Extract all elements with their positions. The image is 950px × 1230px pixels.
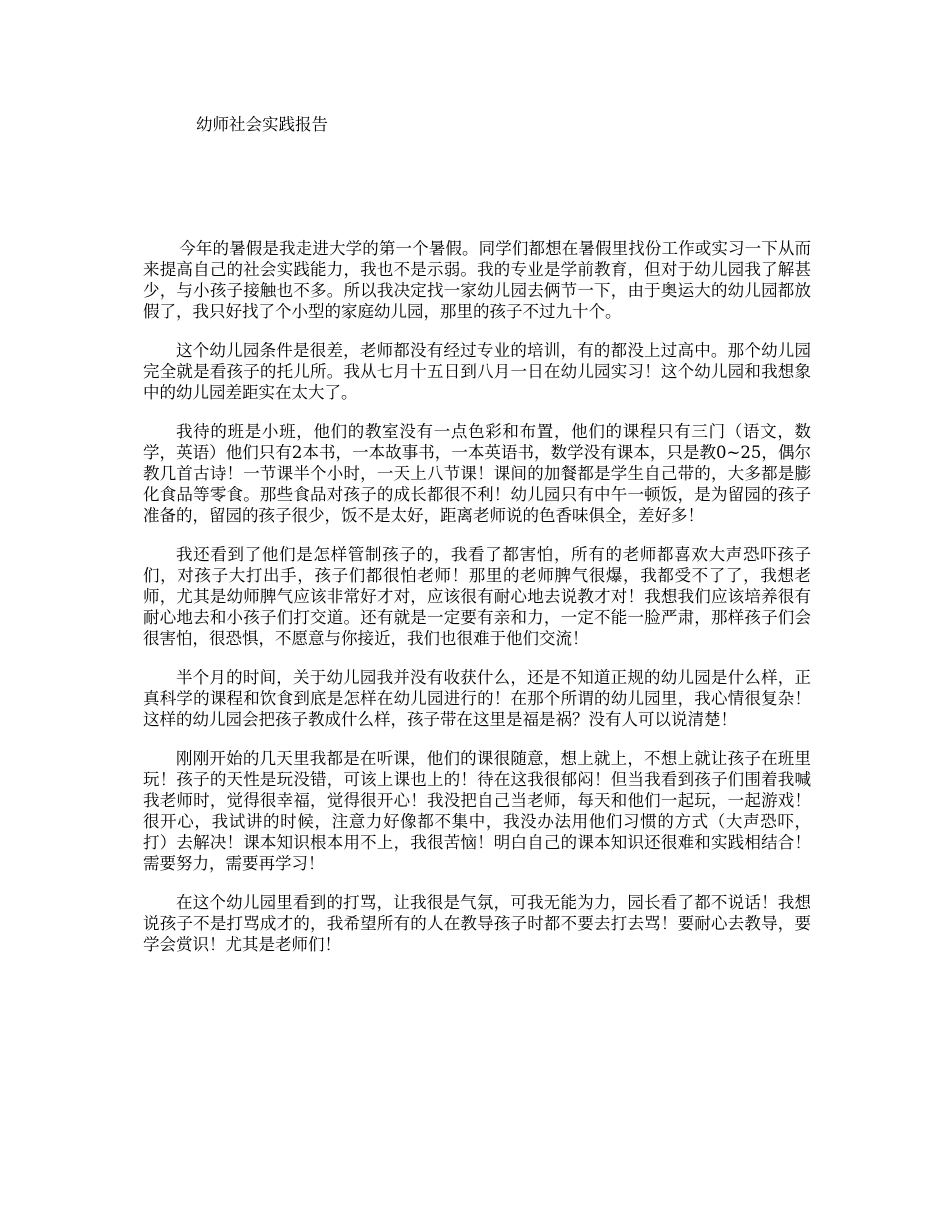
document-title: 幼师社会实践报告: [196, 115, 328, 134]
document-body: [143, 238, 811, 973]
paragraph-1: 今年的暑假是我走进大学的第一个暑假。同学们都想在暑假里找份工作或实习一下从而来提高自己的社会实践能力，我也不是示弱。我的专业是学前教育，但对于幼儿园我了解甚少，与小孩子接触也不多。所以我决定找一家幼儿园去俩节一下，由于奥运大的幼儿园都放假了，我只好找了个小型的家庭幼儿园，那里的孩子不过九十个。: [143, 239, 811, 321]
paragraph-2: 这个幼儿园条件是很差，老师都没有经过专业的培训，有的都没上过高中。那个幼儿园完全就是看孩子的托儿所。我从七月十五日到八月一日在幼儿园实习！这个幼儿园和我想象中的幼儿园差距实在太大了。: [143, 341, 811, 402]
paragraph-3: 我待的班是小班，他们的教室没有一点色彩和布置，他们的课程只有三门（语文，数学，英语）他们只有2本书，一本故事书，一本英语书，数学没有课本，只是教0~25，偶尔教几首古诗！一节课半个小时，一天上八节课！课间的加餐都是学生自己带的，大多都是膨化食品等零食。那些食品对孩子的成长都很不利！幼儿园只有中午一顿饭，是为留园的孩子准备的，留园的孩子很少，饭不是太好，距离老师说的色香味俱全，差好多！: [143, 422, 811, 525]
paragraph-7: 在这个幼儿园里看到的打骂，让我很是气氛，可我无能为力，园长看了都不说话！我想说孩子不是打骂成才的，我希望所有的人在教导孩子时都不要去打去骂！要耐心去教导，要学会赏识！尤其是老师们！: [143, 893, 811, 954]
paragraph-4: 我还看到了他们是怎样管制孩子的，我看了都害怕，所有的老师都喜欢大声恐吓孩子们，对孩子大打出手，孩子们都很怕老师！那里的老师脾气很爆，我都受不了了，我想老师，尤其是幼师脾气应该非常好才对，应该很有耐心地去说教才对！我想我们应该培养很有耐心地去和小孩子们打交道。还有就是一定要有亲和力，一定不能一脸严肃，那样孩子们会很害怕，很恐惧，不愿意与你接近，我们也很难于他们交流！: [143, 545, 811, 648]
paragraph-5: 半个月的时间，关于幼儿园我并没有收获什么，还是不知道正规的幼儿园是什么样，正真科学的课程和饮食到底是怎样在幼儿园进行的！在那个所谓的幼儿园里，我心情很复杂！这样的幼儿园会把孩子教成什么样，孩子带在这里是福是祸？没有人可以说清楚！: [143, 668, 811, 729]
paragraph-6: 刚刚开始的几天里我都是在听课，他们的课很随意，想上就上，不想上就让孩子在班里玩！孩子的天性是玩没错，可该上课也上的！待在这我很郁闷！但当我看到孩子们围着我喊我老师时，觉得很幸福，觉得很开心！我没把自己当老师，每天和他们一起玩，一起游戏！很开心，我试讲的时候，注意力好像都不集中，我没办法用他们习惯的方式（大声恐吓，打）去解决！课本知识根本用不上，我很苦恼！明白自己的课本知识还很难和实践相结合！需要努力，需要再学习！: [143, 749, 811, 873]
